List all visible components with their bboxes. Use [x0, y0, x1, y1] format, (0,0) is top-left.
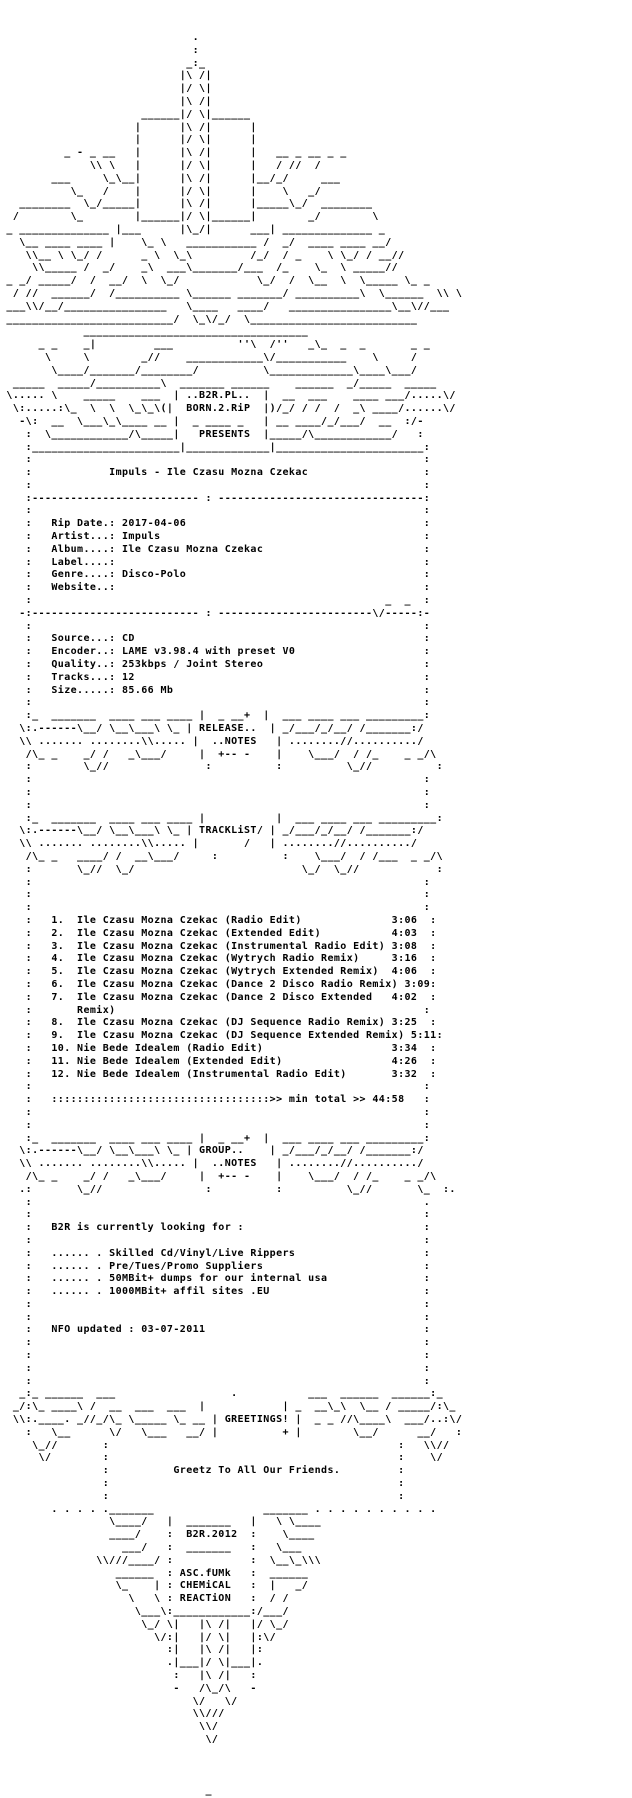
nfo-line: : Quality..: 253kbps / Joint Stereo : — [0, 659, 431, 671]
nfo-line: : 12. Nie Bede Idealem (Instrumental Radio Edit) 3:32 : — [0, 1068, 437, 1080]
nfo-line: : Impuls - Ile Czasu Mozna Czekac : — [0, 467, 431, 479]
nfo-line: : : — [0, 620, 431, 632]
nfo-line: \_ / | |/ \| | \ _/ — [0, 185, 322, 197]
nfo-line: : ...... . Pre/Tues/Promo Suppliers : — [0, 1260, 431, 1272]
nfo-line: :_ _______ ____ ___ ____ | | ___ ____ ___ _________: — [0, 812, 444, 824]
nfo-line: : Source...: CD : — [0, 633, 431, 645]
nfo-line: |\ /| — [0, 70, 212, 82]
nfo-line: /\_ _ ____/ / __\___/ : : \___/ / /___ _ _/\ — [0, 851, 444, 862]
nfo-line: ______ : ASC.fUMk : ______ — [0, 1567, 309, 1579]
nfo-line: : \_// \_/ \_/ \_// : — [0, 863, 444, 875]
nfo-line: .|___|/ \|___|. — [0, 1657, 264, 1669]
nfo-line: :| |\ /| |: — [0, 1644, 264, 1656]
nfo-line — [0, 1747, 632, 1760]
nfo-line: : Tracks...: 12 : — [0, 671, 431, 683]
nfo-line: \ \ _// ____________\/___________ \ / — [0, 351, 418, 363]
nfo-line: : : — [0, 774, 431, 786]
nfo-line: : 6. Ile Czasu Mozna Czekac (Dance 2 Disco Radio Remix) 3:09: — [0, 978, 437, 990]
nfo-line: \:.....:\_ \ \ \_\_\(| BORN.2.RiP |)/_/ / / / _\ ____/......\/ — [0, 403, 456, 415]
nfo-line: \\/ — [0, 1721, 219, 1733]
nfo-line: /\_ _ _/ / _\___/ | +-- - | \___/ / /_ _ _/\ — [0, 1170, 437, 1182]
nfo-line: _ _ _| ___ ''\ /'' _\_ _ _ _ _ — [0, 339, 431, 351]
nfo-line: : ::::::::::::::::::::::::::::::::::>> min total >> 44:58 : — [0, 1094, 431, 1106]
nfo-line: : : — [0, 1478, 405, 1490]
nfo-line: _ — [0, 1785, 212, 1797]
nfo-line: . — [0, 32, 200, 43]
nfo-line: /\_ _ _/ / _\___/ | +-- - | \___/ / /_ _ _/\ — [0, 748, 437, 760]
nfo-line: : Greetz To All Our Friends. : — [0, 1465, 405, 1477]
nfo-line: \\ \ | |/ \| | / // / — [0, 159, 322, 171]
nfo-line: : : — [0, 1350, 431, 1362]
nfo-line: : 1. Ile Czasu Mozna Czekac (Radio Edit) 3:06 : — [0, 914, 437, 926]
nfo-line: : NFO updated : 03-07-2011 : — [0, 1324, 431, 1336]
nfo-line: _ - _ __ | |\ /| | __ _ __ _ _ — [0, 147, 347, 159]
nfo-line: : : — [0, 505, 431, 517]
nfo-line: ___ \_\__| |\ /| |__/_/ ___ — [0, 172, 341, 184]
nfo-line: :_ _______ ____ ___ ____ | _ __+ | ___ ____ ___ _________: — [0, 1132, 431, 1144]
nfo-line: \__ ____ ____ | \_ \ ___________ / _/ ____ ____ __/ — [0, 236, 392, 248]
nfo-line: : Size.....: 85.66 Mb : — [0, 684, 431, 696]
nfo-line: :_ _______ ____ ___ ____ | _ __+ | ___ ____ ___ _________: — [0, 710, 431, 722]
nfo-line: - /\_/\ - — [0, 1682, 257, 1694]
nfo-line: \___\:____________:/___/ — [0, 1606, 289, 1618]
nfo-line: : _ _ : — [0, 595, 431, 607]
nfo-line: / \_ |______|/ \|______| _/ \ — [0, 211, 379, 223]
nfo-line: _/:\_ ____\ / __ ___ ___ | | _ __\_\ \__ / _____/:\_ — [0, 1401, 456, 1413]
nfo-line — [0, 1772, 632, 1785]
nfo-line: : ...... . 50MBit+ dumps for our internal usa : — [0, 1273, 431, 1285]
nfo-line: \:.------\__/ \__\___\ \_ | RELEASE.. | _/___/_/__/ /_______:/ — [0, 723, 424, 735]
nfo-text-block — [0, 32, 632, 1798]
nfo-line: \\/// — [0, 1708, 225, 1720]
nfo-line: ______|/ \|______ — [0, 108, 251, 120]
nfo-line: : : — [0, 876, 431, 888]
nfo-line: \\:.____. _//_/\_ \_____ \_ __ | GREETINGS! | _ _ //\____\ ___/..:\/ — [0, 1414, 463, 1426]
nfo-line: __________________________/ \_\/_/ \__________________________ — [0, 313, 418, 325]
nfo-line: : \_// : : \_// : — [0, 761, 444, 773]
nfo-line: _:_ — [0, 57, 206, 69]
nfo-line: _ ______________ |___ |\_/| ___| ______________ _ — [0, 223, 386, 235]
nfo-line: | |\ /| | — [0, 121, 257, 133]
nfo-line: : 8. Ile Czasu Mozna Czekac (DJ Sequence Radio Remix) 3:25 : — [0, 1017, 437, 1029]
nfo-line: : Encoder..: LAME v3.98.4 with preset V0 : — [0, 646, 431, 658]
nfo-line: ____/ : B2R.2012 : \____ — [0, 1529, 315, 1541]
nfo-line: : : — [0, 479, 431, 491]
nfo-line: : B2R is currently looking for : : — [0, 1222, 431, 1234]
nfo-line: : Label....: : — [0, 556, 431, 568]
nfo-line: \_ | : CHEMiCAL : | _/ — [0, 1580, 309, 1592]
nfo-line: : . — [0, 1196, 431, 1208]
nfo-line: : : — [0, 1490, 405, 1502]
nfo-line: : Rip Date.: 2017-04-06 : — [0, 518, 431, 530]
nfo-line: : — [0, 44, 200, 56]
nfo-line: : 4. Ile Czasu Mozna Czekac (Wytrych Radio Remix) 3:16 : — [0, 953, 437, 965]
nfo-line: : : — [0, 787, 431, 799]
nfo-line: |\ /| — [0, 95, 212, 107]
nfo-line: :-------------------------- : --------------------------------: — [0, 492, 431, 504]
nfo-line: : \__ \/ \___ __/ | + | \__/ __/ : — [0, 1426, 463, 1438]
nfo-line: : ...... . 1000MBit+ affil sites .EU : — [0, 1286, 431, 1298]
nfo-line: : \____________/\_____| PRESENTS |_____/\____________/ : — [0, 428, 424, 440]
nfo-line: : : — [0, 1375, 431, 1387]
nfo-line: : : — [0, 697, 431, 709]
nfo-line: : : — [0, 1234, 431, 1246]
nfo-line: \:.------\__/ \__\___\ \_ | TRACKLiST/ | _/___/_/__/ /_______:/ — [0, 825, 424, 837]
nfo-line: / // ______/ /__________ \______ _______/ __________\ \______ \\ \ — [0, 287, 463, 299]
nfo-line: : Genre....: Disco-Polo : — [0, 569, 431, 581]
nfo-line: : |\ /| : — [0, 1670, 257, 1681]
nfo-line: : : — [0, 889, 431, 901]
nfo-line: \/:| |/ \| |:\/ — [0, 1631, 277, 1643]
nfo-line: : 10. Nie Bede Idealem (Radio Edit) 3:34 : — [0, 1042, 437, 1054]
nfo-line: \____/ | _______ | \ \____ — [0, 1516, 322, 1528]
nfo-line: : 7. Ile Czasu Mozna Czekac (Dance 2 Disco Extended 4:02 : — [0, 991, 437, 1003]
nfo-line: : 11. Nie Bede Idealem (Extended Edit) 4:26 : — [0, 1055, 437, 1067]
nfo-line: \:.------\__/ \__\___\ \_ | GROUP.. | _/___/_/__/ /_______:/ — [0, 1145, 424, 1157]
nfo-line: \ \ : REACTiON : / / — [0, 1593, 289, 1605]
nfo-line: | |/ \| | — [0, 134, 257, 146]
nfo-line: \\///____/ : : \__\_\\\ — [0, 1554, 322, 1566]
nfo-line: . . . . ._______ _______ . . . . . . . . . . — [0, 1503, 437, 1515]
nfo-line: ___/ : _______ : \___ — [0, 1542, 302, 1554]
nfo-line: : Remix) : — [0, 1004, 431, 1016]
nfo-line: : : — [0, 1081, 431, 1093]
nfo-line: : : — [0, 1119, 431, 1131]
nfo-line: _:_ ______ ___ . ___ ______ ______:_ — [0, 1388, 444, 1400]
nfo-line: \_/ \| |\ /| |/ \_/ — [0, 1618, 289, 1630]
nfo-line: : ...... . Skilled Cd/Vinyl/Live Rippers : — [0, 1247, 431, 1259]
nfo-line: \\ ....... ........\\..... | / | ........//........../ — [0, 838, 418, 850]
nfo-line: : : — [0, 1209, 431, 1221]
nfo-line: : : — [0, 799, 431, 811]
nfo-line: ________ \_/_____| |\ /| |_____\_/ ________ — [0, 198, 373, 210]
nfo-line: \\_____ / _/ _\ ___\_______/___ /_ \_ \ _____// — [0, 262, 399, 274]
nfo-line: \/ : : \/ — [0, 1452, 444, 1464]
nfo-line: \/ \/ — [0, 1695, 238, 1707]
nfo-line: : : — [0, 1106, 431, 1118]
nfo-line: \..... \ _____ ___ | ..B2R.PL.. | __ ___ ____ ___/.....\/ — [0, 390, 456, 402]
nfo-line: -\: __ \___\_\____ __ | _ ____ _ | __ ____/_/___/ __ :/- — [0, 415, 424, 427]
nfo-line: :_______________________|_____________|_______________________: — [0, 441, 431, 453]
nfo-line: \\ ....... ........\\..... | ..NOTES | ........//........../ — [0, 1158, 424, 1170]
nfo-line: : 9. Ile Czasu Mozna Czekac (DJ Sequence Extended Remix) 5:11: — [0, 1030, 444, 1042]
nfo-line: : : — [0, 454, 431, 466]
nfo-line: : : — [0, 1298, 431, 1310]
nfo-line: |/ \| — [0, 83, 212, 95]
nfo-line: -:-------------------------- : ------------------------\/-----:- — [0, 607, 431, 619]
nfo-line: : 3. Ile Czasu Mozna Czekac (Instrumental Radio Edit) 3:08 : — [0, 940, 437, 952]
nfo-line: \/ — [0, 1733, 219, 1745]
nfo-line: : : — [0, 902, 431, 914]
nfo-line: _ _/ _____/ / __/ \ \_/ \_/ / \__ \ \_____ \_ _ — [0, 275, 431, 287]
nfo-line: ___________________________________ — [0, 326, 309, 338]
nfo-line: \\ ....... ........\\..... | ..NOTES | ........//........../ — [0, 735, 424, 747]
nfo-line: : 2. Ile Czasu Mozna Czekac (Extended Edit) 4:03 : — [0, 927, 437, 939]
nfo-line: : Album....: Ile Czasu Mozna Czekac : — [0, 543, 431, 555]
nfo-line: .: \_// : : \_// \_ :. — [0, 1183, 456, 1195]
nfo-line — [0, 1760, 632, 1773]
nfo-line: : : — [0, 1337, 431, 1349]
nfo-line: _____ _____/__________\ _______ ______ ______ _/_____ _____ — [0, 377, 437, 389]
nfo-line: : Website..: : — [0, 582, 431, 594]
nfo-line: : : — [0, 1362, 431, 1374]
nfo-line: : : — [0, 1311, 431, 1323]
nfo-line: \_// : : \\// — [0, 1439, 450, 1451]
nfo-line: \\__ \ \_/ / _ \ \_\ /_/ / _ \ \_/ / __// — [0, 249, 405, 261]
nfo-line: : 5. Ile Czasu Mozna Czekac (Wytrych Extended Remix) 4:06 : — [0, 966, 437, 978]
nfo-line: \____/_______/________/ \_____________\____\___/ — [0, 364, 418, 376]
nfo-line: : Artist...: Impuls : — [0, 531, 431, 543]
nfo-line: ___\\/__/________________ \____ ____/ ________________\__\//___ — [0, 300, 450, 312]
